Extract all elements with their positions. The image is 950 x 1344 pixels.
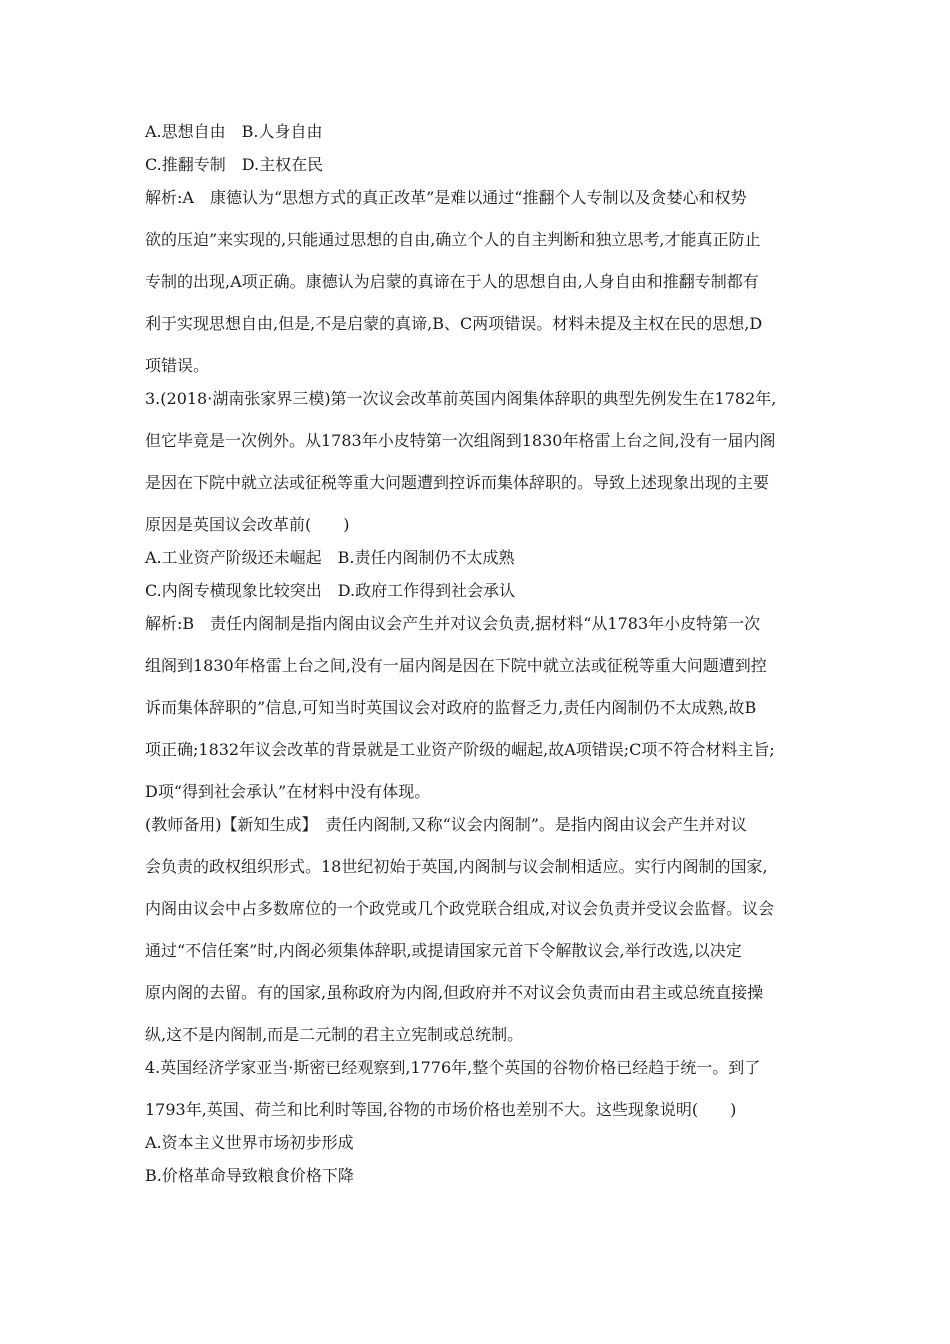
- analysis-q3-line-1: 解析:B 责任内阁制是指内阁由议会产生并对议会负责,据材料“从1783年小皮特第一次: [145, 614, 761, 633]
- teacher-note-line-5: 原内阁的去留。有的国家,虽称政府为内阁,但政府并不对议会负责而由君主或总统直接操: [145, 983, 764, 1002]
- analysis-q2-line-2: 欲的压迫”来实现的,只能通过思想的自由,确立个人的自主判断和独立思考,才能真正防止: [145, 230, 761, 249]
- analysis-q2-line-1: 解析:A 康德认为“思想方式的真正改革”是难以通过“推翻个人专制以及贪婪心和权势: [145, 188, 747, 207]
- teacher-note-line-1: (教师备用)【新知生成】 责任内阁制,又称“议会内阁制”。是指内阁由议会产生并对议: [145, 815, 747, 834]
- question-3-line-4: 原因是英国议会改革前( ): [145, 515, 350, 534]
- analysis-q3-line-4: 项正确;1832年议会改革的背景就是工业资产阶级的崛起,故A项错误;C项不符合材料主旨;: [145, 740, 775, 759]
- teacher-note-line-6: 纵,这不是内阁制,而是二元制的君主立宪制或总统制。: [145, 1025, 524, 1044]
- analysis-q3-line-5: D项“得到社会承认”在材料中没有体现。: [145, 782, 431, 801]
- analysis-q2-line-4: 利于实现思想自由,但是,不是启蒙的真谛,B、C两项错误。材料未提及主权在民的思想,D: [145, 314, 763, 333]
- option-line-q3-cd: C.内阁专横现象比较突出 D.政府工作得到社会承认: [145, 581, 516, 600]
- document-page: [145, 122, 825, 1186]
- teacher-note-line-3: 内阁由议会中占多数席位的一个政党或几个政党联合组成,对议会负责并受议会监督。议会: [145, 899, 775, 918]
- teacher-note-line-4: 通过“不信任案”时,内阁必须集体辞职,或提请国家元首下令解散议会,举行改选,以决定: [145, 941, 742, 960]
- analysis-q2-line-3: 专制的出现,A项正确。康德认为启蒙的真谛在于人的思想自由,人身自由和推翻专制都有: [145, 272, 759, 291]
- question-3-line-2: 但它毕竟是一次例外。从1783年小皮特第一次组阁到1830年格雷上台之间,没有一届内阁: [145, 431, 776, 450]
- question-3-line-3: 是因在下院中就立法或征税等重大问题遭到控诉而集体辞职的。导致上述现象出现的主要: [145, 473, 770, 492]
- question-3-line-1: 3.(2018·湖南张家界三模)第一次议会改革前英国内阁集体辞职的典型先例发生在1782年,: [145, 389, 777, 408]
- option-line-q2-ab: A.思想自由 B.人身自由: [145, 122, 323, 141]
- question-4-line-1: 4.英国经济学家亚当·斯密已经观察到,1776年,整个英国的谷物价格已经趋于统一。到了: [145, 1058, 761, 1077]
- analysis-q2-line-5: 项错误。: [145, 356, 210, 375]
- option-line-q4-a: A.资本主义世界市场初步形成: [145, 1133, 354, 1152]
- teacher-note-line-2: 会负责的政权组织形式。18世纪初始于英国,内阁制与议会制相适应。实行内阁制的国家,: [145, 857, 768, 876]
- option-line-q3-ab: A.工业资产阶级还未崛起 B.责任内阁制仍不太成熟: [145, 548, 515, 567]
- analysis-q3-line-3: 诉而集体辞职的”信息,可知当时英国议会对政府的监督乏力,责任内阁制仍不太成熟,故B: [145, 698, 757, 717]
- option-line-q4-b: B.价格革命导致粮食价格下降: [145, 1166, 354, 1185]
- question-4-line-2: 1793年,英国、荷兰和比利时等国,谷物的市场价格也差别不大。这些现象说明( ): [145, 1100, 737, 1119]
- option-line-q2-cd: C.推翻专制 D.主权在民: [145, 155, 324, 174]
- analysis-q3-line-2: 组阁到1830年格雷上台之间,没有一届内阁是因在下院中就立法或征税等重大问题遭到控: [145, 656, 767, 675]
